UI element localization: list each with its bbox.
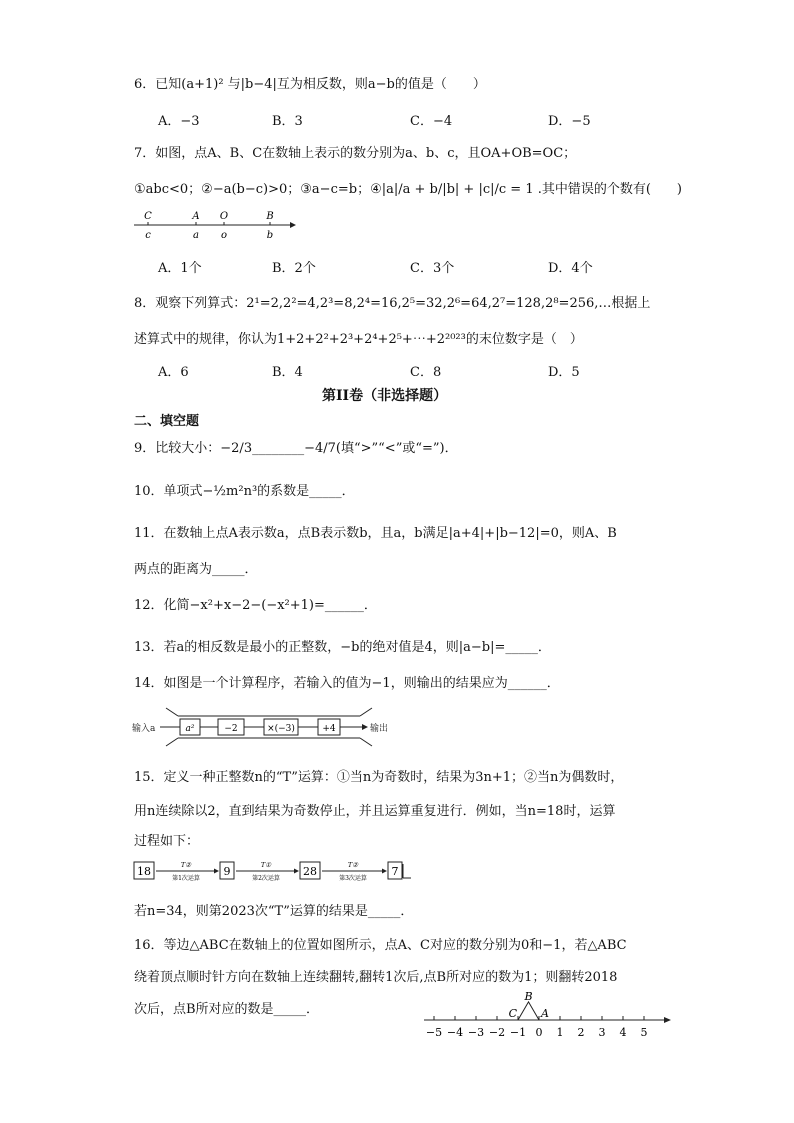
q16-tick-label: −1 [509,1026,527,1039]
q14-step-square: a² [185,724,195,734]
q11-line2: 两点的距离为_____． [134,562,258,577]
q7-value-label: o [220,230,228,241]
q15-value-7: 7 [391,865,399,878]
q7-value-label: a [193,230,199,241]
q7-value-label: b [266,230,274,241]
q16-line2: 绕着顶点顺时针方向在数轴上连续翻转,翻转1次后,点B所对应的数为1；则翻转2018 [134,970,618,985]
q16-triangle [518,1002,539,1020]
q16-tick-label: 3 [598,1026,606,1039]
q16-tick-label: −4 [446,1026,464,1039]
q16-tick-label: 5 [640,1026,648,1039]
q14-input-label: 输入a [132,724,156,734]
q14-step-times-neg3: ×(−3) [267,724,295,734]
q15-line4: 若n=34，则第2023次“T”运算的结果是_____． [134,904,414,919]
q15-value-28: 28 [303,865,317,878]
q11-line1: 11．在数轴上点A表示数a，点B表示数b，且a，b满足|a+4|+|b−12|=0，则A、B [134,526,617,541]
q16-number-line [420,986,680,1042]
q16-tick-label: −5 [425,1026,443,1039]
q15-line3: 过程如下： [134,834,200,849]
q7-value-label: c [145,230,151,241]
q16-tick-label: 4 [619,1026,627,1039]
q9-text: 9．比较大小：−2/3________−4/7(填“>”“<”或“=”)． [134,441,458,456]
q15-step-2: 第2次运算 [252,875,280,882]
q15-op-3: T② [347,861,359,869]
q14-step-plus4: +4 [322,724,336,734]
q15-line1: 15．定义一种正整数n的“T”运算：①当n为奇数时，结果为3n+1；②当n为偶数时， [134,770,624,785]
q6-text: 6．已知(a+1)² 与|b−4|互为相反数，则a−b的值是（ ） [134,77,486,92]
q15-op-1: T② [180,861,192,869]
q16-label-c: C [508,1007,517,1020]
q15-value-18: 18 [137,865,151,878]
q16-tick-label: 1 [556,1026,564,1039]
q6-option-a: A．−3 [158,114,200,129]
q13-text: 13．若a的相反数是最小的正整数，−b的绝对值是4，则|a−b|=_____． [134,640,551,655]
q14-program-diagram [130,706,400,748]
q8-option-b: B．4 [272,365,303,380]
q14-output-label: 输出 [370,724,389,734]
q16-tick-label: −3 [467,1026,485,1039]
q15-step-3: 第3次运算 [339,875,367,882]
q8-option-c: C．8 [410,365,442,380]
section2-title: 二、填空题 [134,414,200,429]
q15-flow-diagram [132,856,422,886]
q7-point-label: O [219,211,229,222]
q16-line3: 次后，点B所对应的数是_____． [134,1002,320,1017]
q15-value-9: 9 [223,865,231,878]
q7-point-label: C [144,211,152,222]
q16-label-b: B [524,989,533,1003]
q8-line1: 8．观察下列算式：2¹=2,2²=4,2³=8,2⁴=16,2⁵=32,2⁶=64,2⁷=128,2⁸=256,…根据上 [134,296,651,311]
q16-tick-label: −2 [488,1026,506,1039]
q16-tick-label: 0 [535,1026,543,1039]
q15-step-1: 第1次运算 [172,875,200,882]
q16-label-a: A [541,1007,549,1020]
q12-text: 12．化简−x²+x−2−(−x²+1)=______． [134,598,377,613]
q6-option-c: C．−4 [410,114,453,129]
q7-option-b: B．2个 [272,261,316,276]
q10-text: 10．单项式−½m²n³的系数是_____． [134,484,355,499]
q6-option-d: D．−5 [548,114,591,129]
q15-op-2: T① [260,861,272,869]
q7-line1: 7．如图，点A、B、C在数轴上表示的数分别为a、b、c，且OA+OB=OC； [134,146,577,161]
q7-line2: ①abc<0；②−a(b−c)>0；③a−c=b；④|a|/a + b/|b| + |c|/c = 1 .其中错误的个数有( ) [134,182,682,197]
q8-option-d: D．5 [548,365,580,380]
q14-text: 14．如图是一个计算程序，若输入的值为−1，则输出的结果应为______． [134,676,560,691]
q15-line2: 用n连续除以2，直到结果为奇数停止，并且运算重复进行．例如，当n=18时，运算 [134,804,616,819]
q7-option-d: D．4个 [548,261,593,276]
q8-option-a: A．6 [158,365,189,380]
q6-option-b: B．3 [272,114,303,129]
q7-point-label: B [266,211,274,222]
part2-title: 第II卷（非选择题） [322,388,448,404]
q7-point-label: A [192,211,200,222]
q14-step-minus2: −2 [224,724,238,734]
q7-option-c: C．3个 [410,261,455,276]
q8-line2: 述算式中的规律，你认为1+2+2²+2³+2⁴+2⁵+⋯+2²⁰²³的末位数字是（ ） [134,332,583,347]
q7-option-a: A．1个 [158,261,202,276]
q16-line1: 16．等边△ABC在数轴上的位置如图所示，点A、C对应的数分别为0和−1，若△ABC [134,938,627,953]
q16-tick-label: 2 [577,1026,585,1039]
q7-number-line [130,206,300,242]
